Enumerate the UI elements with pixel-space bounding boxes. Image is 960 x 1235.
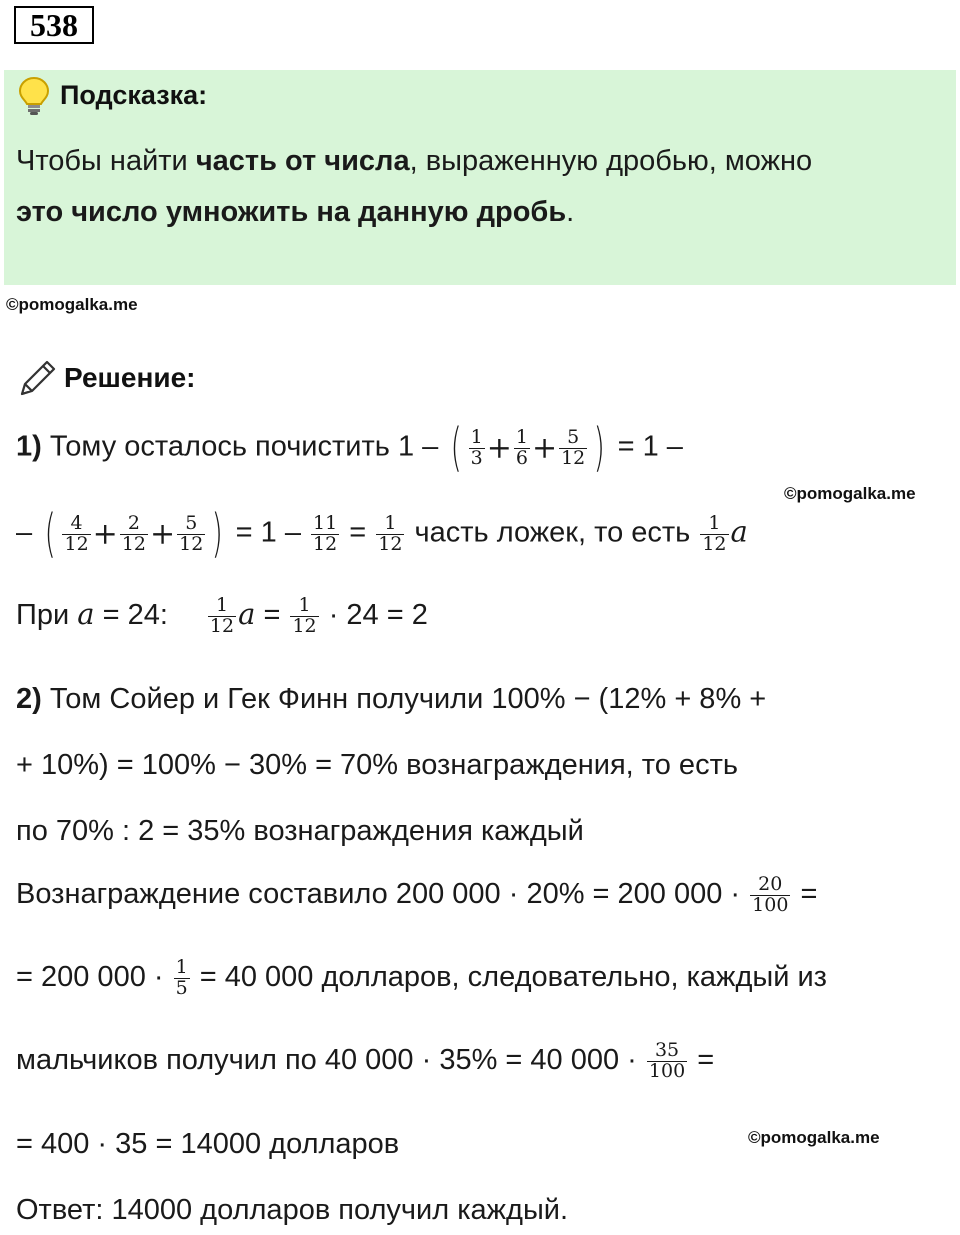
step2-text-5: = 40 000 долларов, следовательно, каждый из <box>191 961 827 994</box>
step2-line-4 <box>16 875 817 916</box>
fraction: $\frac{1}{12}$ <box>209 594 235 637</box>
step2-marker: 2) <box>16 683 42 715</box>
watermark: ©pomogalka.me <box>784 484 916 503</box>
step1-tail: = 1 – <box>609 430 683 463</box>
step1-line-3 <box>16 596 428 637</box>
hint-text-period: . <box>566 196 575 228</box>
watermark: ©pomogalka.me <box>748 1128 880 1147</box>
paren-open: ( <box>450 418 463 478</box>
step2-line-2: + 10%) = 100% − 30% = 70% вознаграждения, то есть <box>16 749 738 781</box>
hint-text-a: Чтобы найти <box>16 145 196 177</box>
step1-text-3: При <box>16 599 78 632</box>
equation-text: · 24 = 2 <box>320 599 428 632</box>
step2-text-4: Вознаграждение составило 200 000 · 20% = 200 000 · <box>16 878 749 911</box>
fraction: $\frac{4}{12}$ <box>64 511 89 555</box>
fraction: $\frac{1}{12}$ <box>702 511 727 555</box>
step2-text-1: Том Сойер и Гек Финн получили 100% − (12% + 8% + <box>41 683 767 715</box>
answer: Ответ: 14000 долларов получил каждый. <box>16 1194 569 1226</box>
plus-sign: + <box>531 430 558 466</box>
step2-text-6: мальчиков получил по 40 000 · 35% = 40 000 · <box>16 1044 645 1077</box>
plus-sign: + <box>150 516 176 552</box>
hint-text-c: , выраженную дробью, можно <box>409 145 813 177</box>
lightbulb-icon <box>18 76 50 116</box>
equation-text: = 1 – <box>227 516 310 549</box>
fraction: $\frac{1}{3}$ <box>470 425 483 469</box>
fraction: $\frac{5}{12}$ <box>561 425 586 469</box>
paren-close: ) <box>593 418 605 478</box>
hint-line-2 <box>16 196 574 229</box>
step2-line-6 <box>16 1041 714 1082</box>
step2-line-7: = 400 · 35 = 14000 долларов <box>16 1128 400 1160</box>
step2-line-5 <box>16 958 827 999</box>
fraction: $\frac{1}{6}$ <box>515 425 528 469</box>
pencil-icon <box>16 358 58 400</box>
hint-line-1 <box>16 145 812 178</box>
equation-text: = <box>341 516 375 549</box>
fraction: $\frac{2}{12}$ <box>121 511 146 555</box>
equation-text: = <box>792 878 818 911</box>
step1-text-2: часть ложек, то есть <box>406 516 699 549</box>
fraction: $\frac{1}{12}$ <box>378 511 403 555</box>
step1-marker: 1) <box>16 430 42 463</box>
step2-line-1 <box>16 683 766 716</box>
step1-line-1 <box>16 418 683 478</box>
hint-title: Подсказка: <box>60 80 208 110</box>
fraction: $\frac{20}{100}$ <box>752 873 789 916</box>
minus-sign: – <box>16 516 41 549</box>
variable-a: a <box>77 597 95 632</box>
fraction: $\frac{11}{12}$ <box>313 511 338 555</box>
solution-title: Решение: <box>64 362 196 393</box>
equation-text: = <box>255 599 289 632</box>
variable-a: a <box>238 597 256 632</box>
equation-text: = <box>689 1044 715 1077</box>
fraction: $\frac{5}{12}$ <box>179 511 204 555</box>
plus-sign: + <box>486 430 512 466</box>
watermark: ©pomogalka.me <box>6 295 138 314</box>
variable-a: a <box>730 514 748 549</box>
fraction: $\frac{1}{5}$ <box>175 956 188 999</box>
equation-text: = 24: <box>94 599 168 632</box>
equation-text: = 200 000 · <box>16 961 172 994</box>
step2-line-3: по 70% : 2 = 35% вознаграждения каждый <box>16 815 584 847</box>
paren-close: ) <box>211 504 224 564</box>
paren-open: ( <box>44 504 56 564</box>
fraction: $\frac{35}{100}$ <box>648 1039 686 1082</box>
plus-sign: + <box>92 516 118 552</box>
problem-number: 538 <box>14 6 94 44</box>
fraction: $\frac{1}{12}$ <box>292 594 317 637</box>
hint-text-bold: часть от числа <box>195 145 410 177</box>
step1-line-2 <box>16 504 748 564</box>
hint-text-bold-2: это число умножить на данную дробь <box>16 196 567 228</box>
step1-text: Тому осталось почистить 1 – <box>41 430 447 463</box>
